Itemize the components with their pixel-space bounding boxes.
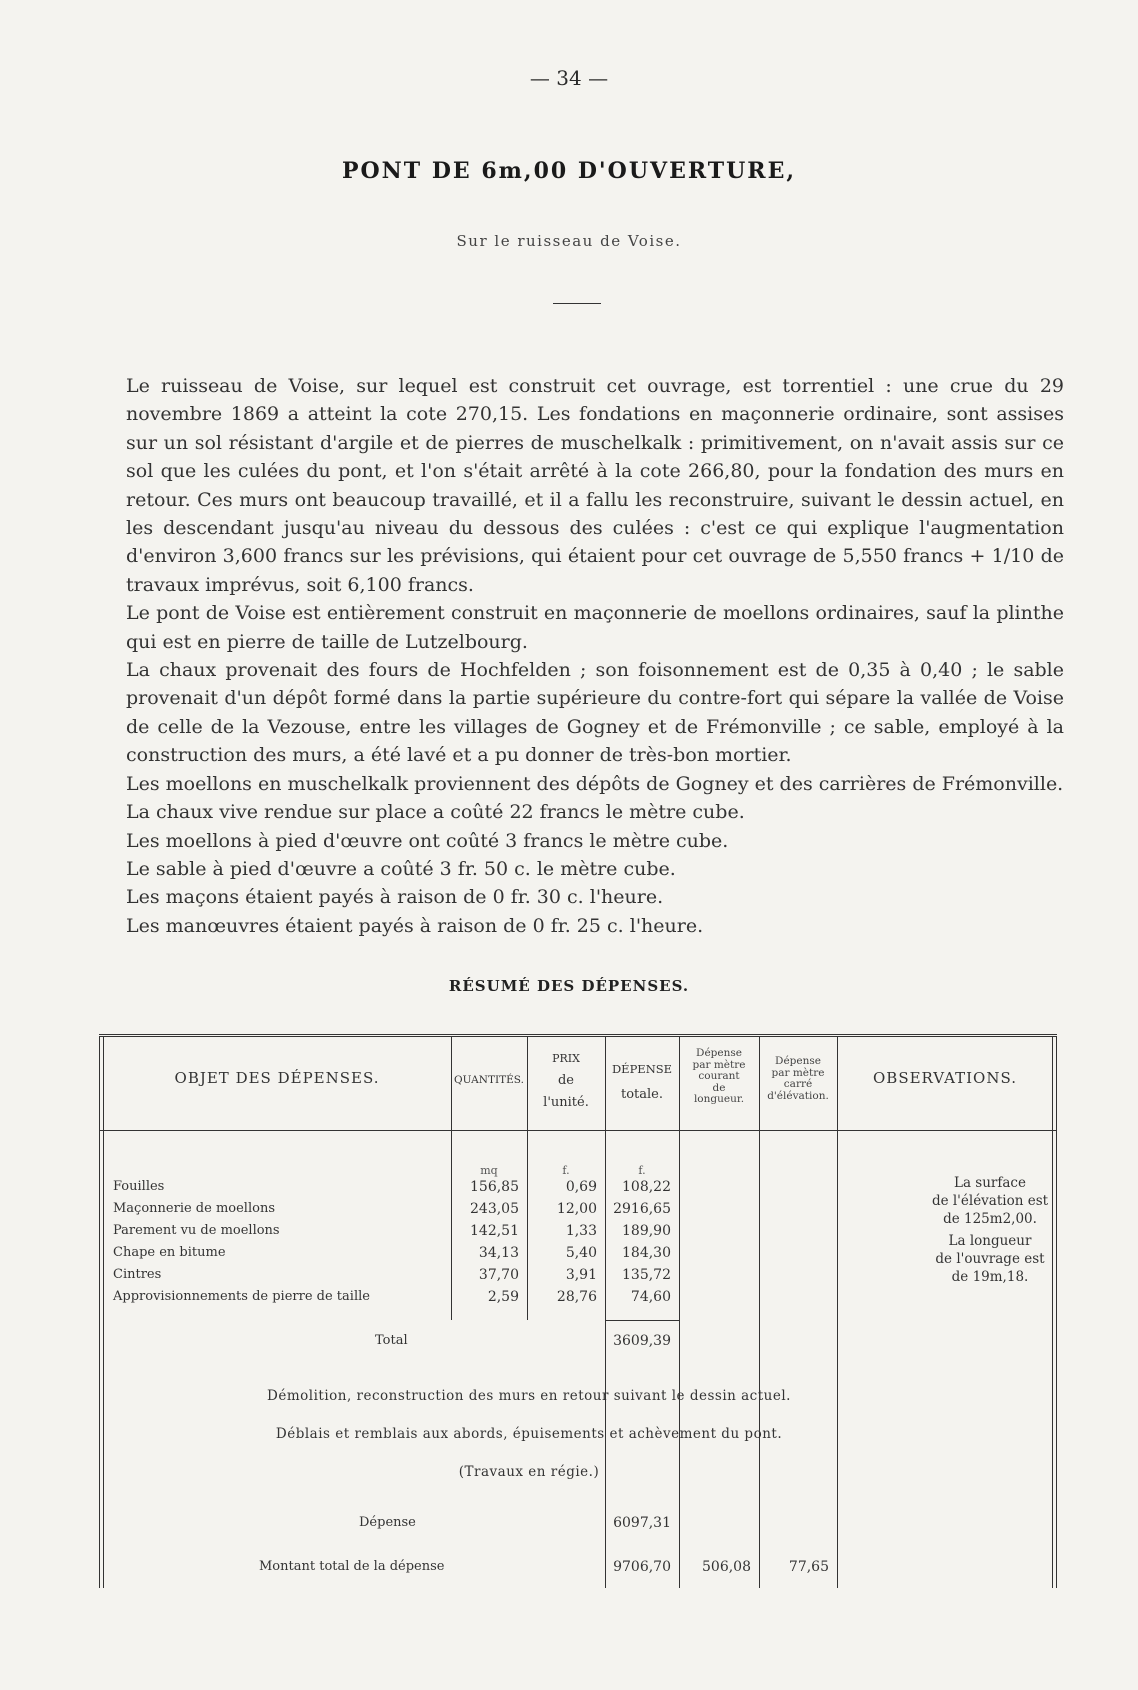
row-quantite: 156,85 bbox=[470, 1179, 519, 1195]
header-bottom-rule bbox=[99, 1130, 1057, 1131]
header-par-metre-line: Dépense bbox=[696, 1047, 742, 1059]
row-label: Fouilles bbox=[113, 1179, 165, 1194]
row-depense: 189,90 bbox=[622, 1223, 671, 1239]
divider-rule bbox=[553, 303, 601, 304]
row-depense: 135,72 bbox=[622, 1267, 671, 1283]
header-prix-line: PRIX bbox=[552, 1052, 580, 1065]
row-prix: 3,91 bbox=[565, 1267, 597, 1283]
col-divider bbox=[605, 1037, 606, 1588]
observation-line: de l'ouvrage est bbox=[935, 1251, 1045, 1267]
table-right-border bbox=[1056, 1037, 1057, 1588]
page-title: PONT DE 6m,00 D'OUVERTURE, bbox=[341, 158, 797, 184]
montant-par-carre: 77,65 bbox=[788, 1559, 829, 1575]
header-depense bbox=[605, 1056, 679, 1108]
montant-par-metre: 506,08 bbox=[702, 1559, 751, 1575]
expense-table bbox=[99, 1034, 1057, 1588]
summary-title: RÉSUMÉ DES DÉPENSES. bbox=[448, 977, 690, 995]
observation-line: La surface bbox=[954, 1175, 1026, 1191]
paragraph: Le sable à pied d'œuvre a coûté 3 fr. 50 c. le mètre cube. bbox=[126, 857, 676, 880]
row-label: Approvisionnements de pierre de taille bbox=[113, 1289, 370, 1304]
header-prix-line: l'unité. bbox=[543, 1095, 589, 1110]
header-prix bbox=[527, 1048, 605, 1114]
header-par-carre bbox=[759, 1056, 837, 1102]
header-par-carre-line: carré bbox=[783, 1078, 813, 1090]
paragraph: Les manœuvres étaient payés à raison de 0 fr. 25 c. l'heure. bbox=[126, 914, 704, 937]
row-prix: 5,40 bbox=[565, 1245, 597, 1261]
paragraph: Les moellons à pied d'œuvre ont coûté 3 francs le mètre cube. bbox=[126, 829, 729, 852]
header-par-carre-line: d'élévation. bbox=[767, 1089, 829, 1102]
unit-prix: f. bbox=[562, 1164, 570, 1177]
row-quantite: 142,51 bbox=[470, 1223, 519, 1239]
observation-line: de l'élévation est bbox=[931, 1193, 1049, 1209]
row-depense: 74,60 bbox=[630, 1289, 671, 1305]
table-right-border-inner bbox=[1052, 1037, 1053, 1588]
header-par-carre-line: par mètre bbox=[771, 1066, 825, 1079]
col-divider bbox=[679, 1037, 680, 1588]
note-regie: (Travaux en régie.) bbox=[458, 1464, 600, 1480]
row-prix: 1,33 bbox=[565, 1223, 597, 1239]
header-par-metre-line: par mètre bbox=[692, 1058, 746, 1071]
body-text bbox=[126, 372, 1064, 940]
note-demolition: Démolition, reconstruction des murs en retour suivant le dessin actuel. bbox=[267, 1388, 791, 1404]
observation-line: La longueur bbox=[948, 1233, 1032, 1249]
row-quantite: 34,13 bbox=[478, 1245, 519, 1261]
paragraph: Le pont de Voise est entièrement construit en maçonnerie de moellons ordinaires, sauf la plinthe qui est en pierre de taille de Lutzelbourg. bbox=[126, 602, 1064, 653]
header-observations: OBSERVATIONS. bbox=[873, 1069, 1017, 1087]
col-divider bbox=[759, 1037, 760, 1588]
montant-label-text: Montant total de la dépense bbox=[259, 1559, 445, 1574]
row-prix: 28,76 bbox=[556, 1289, 597, 1305]
row-depense: 184,30 bbox=[622, 1245, 671, 1261]
header-objet: OBJET DES DÉPENSES. bbox=[174, 1069, 380, 1087]
observation-line: de 125m2,00. bbox=[943, 1211, 1037, 1227]
row-depense: 2916,65 bbox=[613, 1201, 671, 1217]
row-prix: 0,69 bbox=[565, 1179, 597, 1195]
paragraph: Les maçons étaient payés à raison de 0 fr. 30 c. l'heure. bbox=[126, 886, 664, 909]
subtotal-rule bbox=[605, 1320, 679, 1321]
header-par-metre bbox=[679, 1048, 759, 1106]
observations-text bbox=[923, 1174, 1057, 1286]
table-left-border-inner bbox=[103, 1037, 104, 1588]
depense-label-text: Dépense bbox=[359, 1515, 416, 1530]
note-deblais: Déblais et remblais aux abords, épuisements et achèvement du pont. bbox=[275, 1426, 783, 1442]
paragraph: La chaux vive rendue sur place a coûté 22 francs le mètre cube. bbox=[126, 801, 745, 824]
total-value: 3609,39 bbox=[613, 1333, 671, 1349]
row-quantite: 243,05 bbox=[470, 1201, 519, 1217]
header-depense-line: totale. bbox=[620, 1087, 663, 1102]
row-quantite: 2,59 bbox=[487, 1289, 519, 1305]
header-par-metre-line: courant bbox=[698, 1070, 740, 1082]
page-subtitle: Sur le ruisseau de Voise. bbox=[456, 232, 682, 250]
row-prix: 12,00 bbox=[556, 1201, 597, 1217]
header-depense-line: DÉPENSE bbox=[611, 1062, 673, 1076]
observation-line: de 19m,18. bbox=[951, 1269, 1029, 1285]
table-top-border bbox=[99, 1034, 1057, 1041]
paragraph: Le ruisseau de Voise, sur lequel est construit cet ouvrage, est torrentiel : une crue du 29 novembre 1869 a atteint la cote 270,15. Les fondations en maçonnerie ordinaire, sont assises sur un sol résistant d'argile et de pierres de muschelkalk : primitivement, on n'avait assis sur ce sol que les culées du pont, et l'on s'était arrêté à la cote 266,80, pour la fondation des murs en retour. Ces murs ont beaucoup travaillé, et il a fallu les reconstruire, suivant le dessin actuel, en les descendant jusqu'au niveau du dessous des culées : c'est ce qui explique l'augmentation d'environ 3,600 francs sur les prévisions, qui étaient pour cet ouvrage de 5,550 francs + 1/10 de travaux imprévus, soit 6,100 francs. bbox=[126, 375, 1064, 596]
row-quantite: 37,70 bbox=[478, 1267, 519, 1283]
total-label-text: Total bbox=[375, 1333, 408, 1348]
row-label: Parement vu de moellons bbox=[113, 1223, 280, 1238]
paragraph: Les moellons en muschelkalk proviennent des dépôts de Gogney et des carrières de Frémonville. bbox=[126, 772, 1064, 795]
row-label: Maçonnerie de moellons bbox=[113, 1201, 275, 1216]
row-label: Chape en bitume bbox=[113, 1245, 226, 1260]
unit-depense: f. bbox=[638, 1164, 646, 1177]
table-left-border bbox=[99, 1037, 100, 1588]
header-quantites: QUANTITÉS. bbox=[454, 1074, 524, 1086]
row-label: Cintres bbox=[113, 1267, 162, 1282]
page-number: — 34 — bbox=[529, 66, 609, 90]
montant-value: 9706,70 bbox=[613, 1559, 671, 1575]
row-depense: 108,22 bbox=[622, 1179, 671, 1195]
header-par-metre-line: de bbox=[712, 1081, 726, 1094]
header-par-carre-line: Dépense bbox=[775, 1055, 821, 1067]
header-par-metre-line: longueur. bbox=[693, 1093, 745, 1105]
paragraph: La chaux provenait des fours de Hochfelden ; son foisonnement est de 0,35 à 0,40 ; le sable provenait d'un dépôt formé dans la partie supérieure du contre-fort qui sépare la vallée de Voise de celle de la Vezouse, entre les villages de Gogney et de Frémonville ; ce sable, employé à la construction des murs, a été lavé et a pu donner de très-bon mortier. bbox=[126, 659, 1064, 767]
unit-quantite: mq bbox=[480, 1164, 498, 1177]
header-prix-line: de bbox=[557, 1073, 574, 1088]
depense-value: 6097,31 bbox=[613, 1515, 671, 1531]
col-divider bbox=[837, 1037, 838, 1588]
